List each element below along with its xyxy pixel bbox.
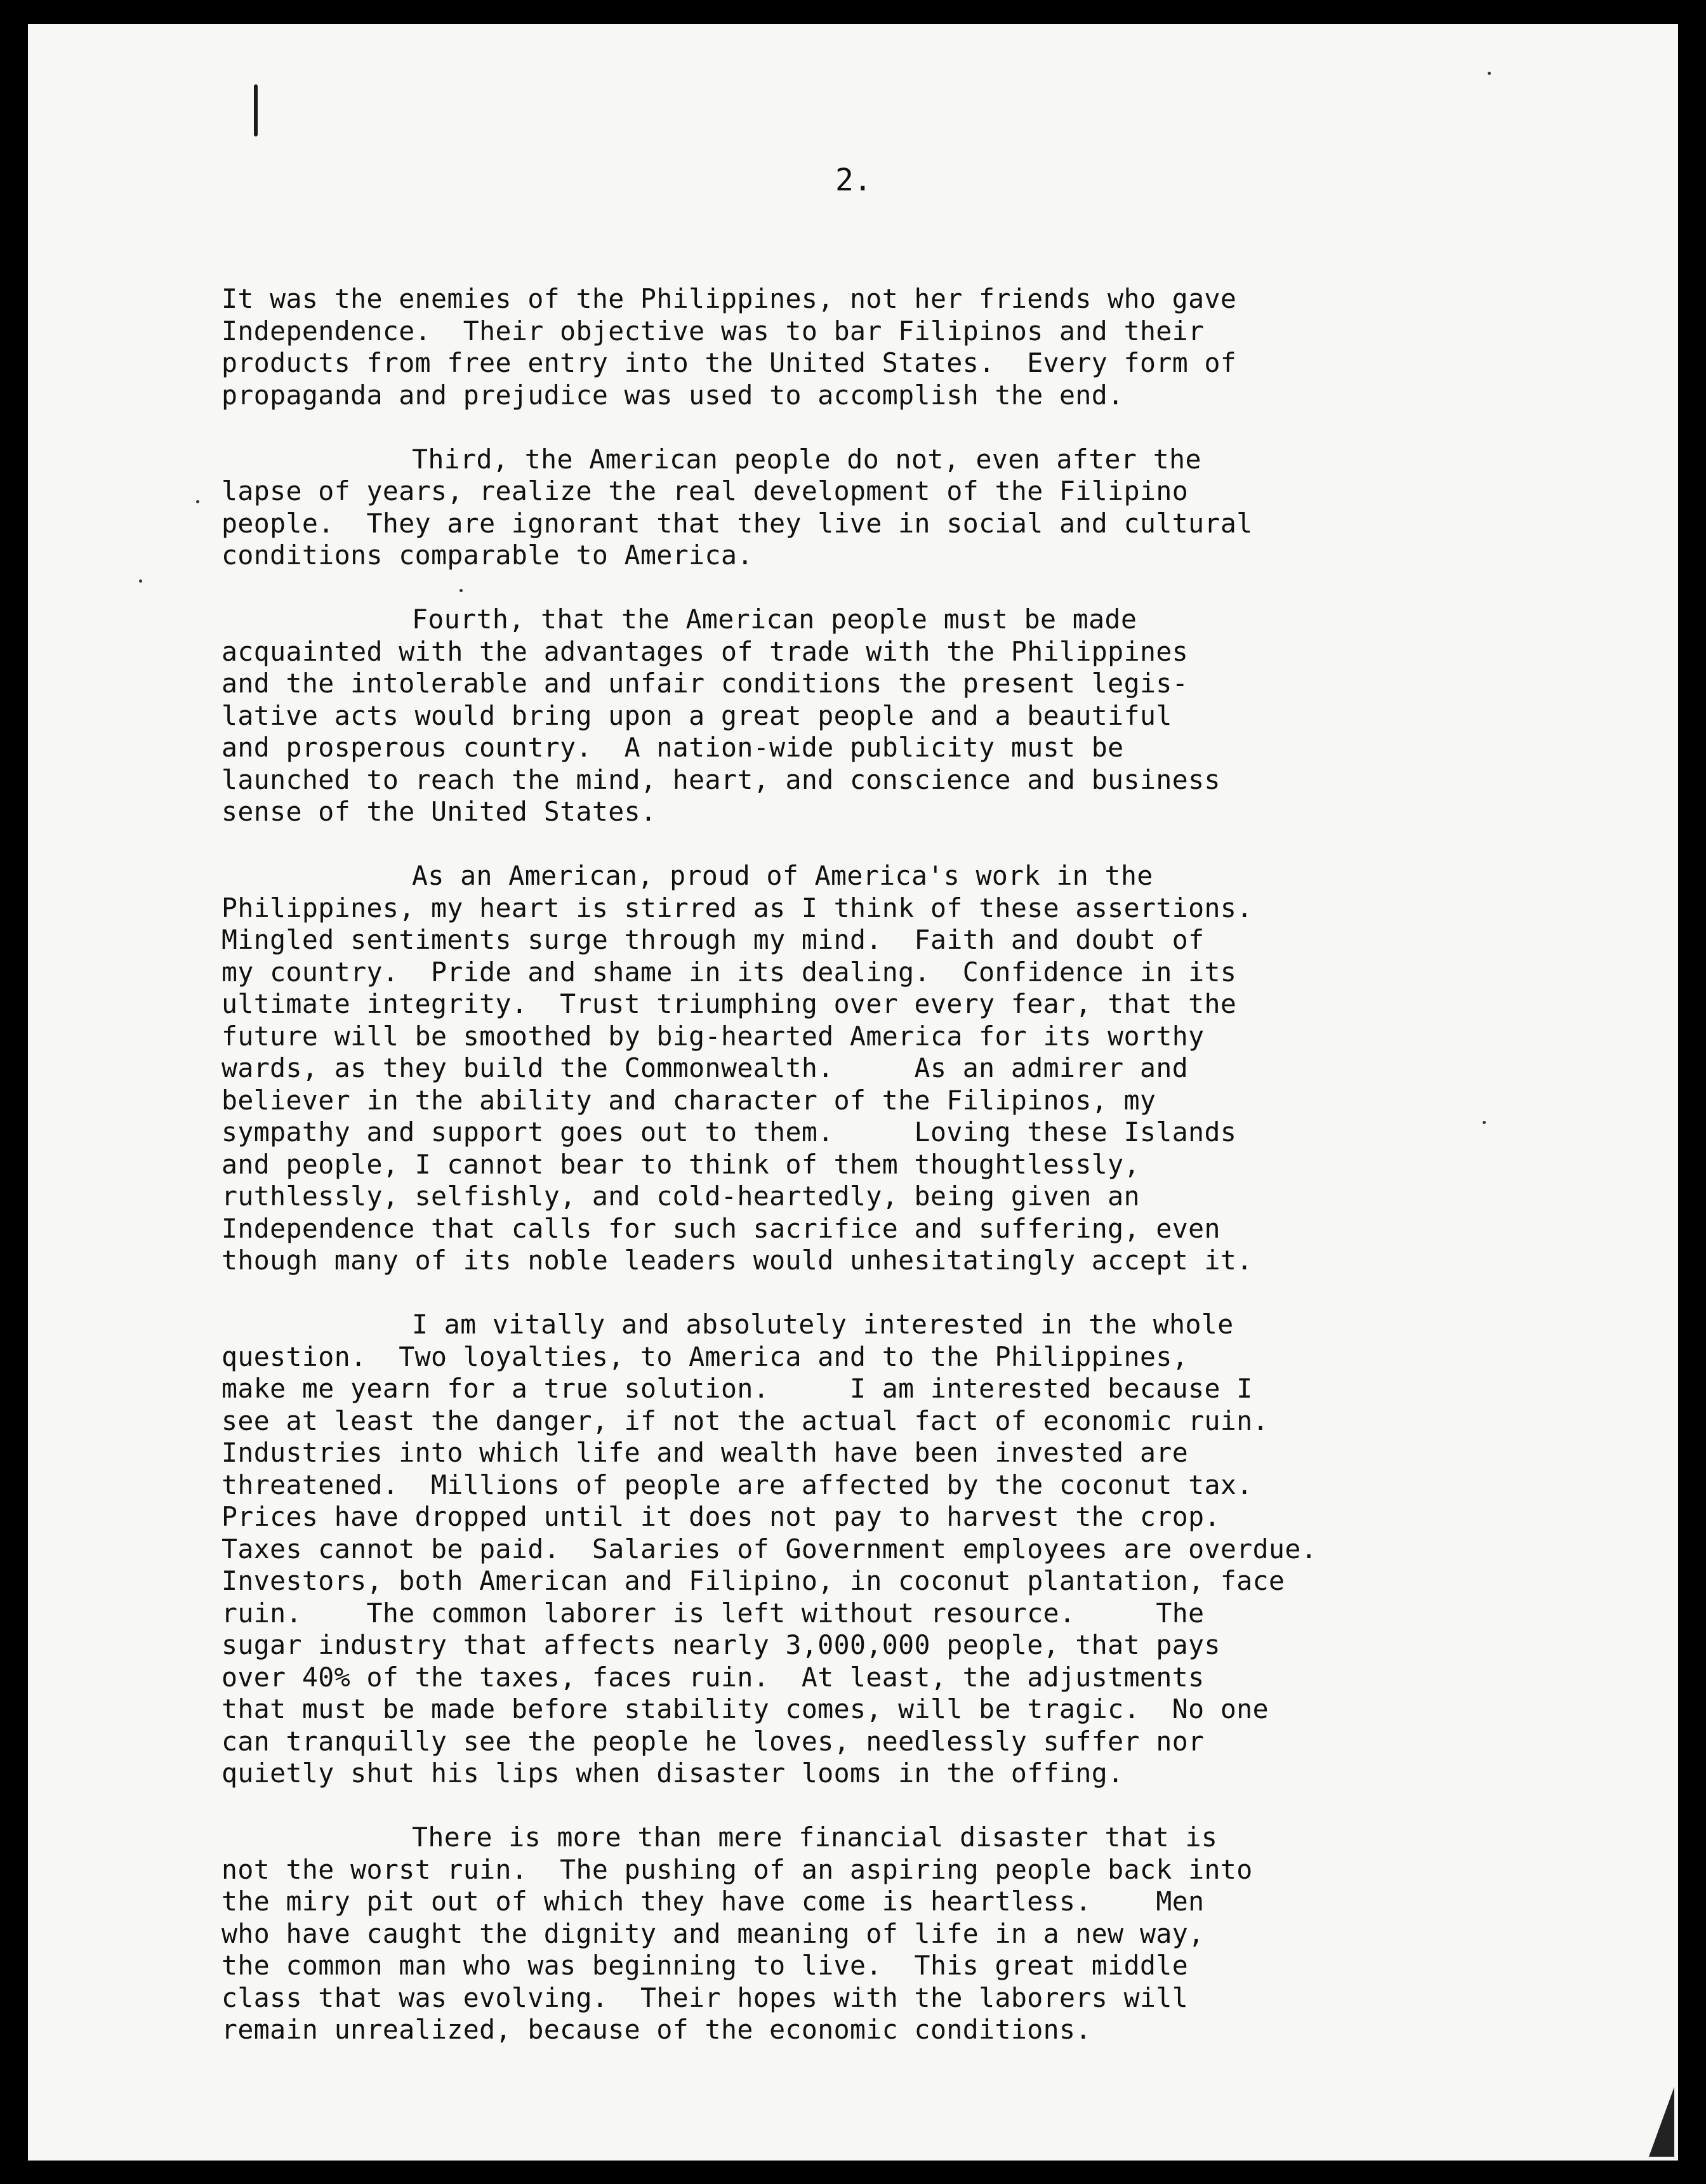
text-line: though many of its noble leaders would unhesitatingly accept it.: [222, 1245, 1253, 1276]
text-line: sugar industry that affects nearly 3,000,000 people, that pays: [222, 1629, 1220, 1660]
text-line: people. They are ignorant that they live in social and cultural: [222, 507, 1253, 539]
paragraph: [222, 860, 1650, 1277]
paragraph: [222, 444, 1650, 572]
text-line: make me yearn for a true solution. I am interested because I: [222, 1373, 1253, 1404]
stray-mark: [196, 500, 199, 503]
page-number: 2.: [835, 162, 872, 198]
text-line: Independence. Their objective was to bar Filipinos and their: [222, 315, 1205, 347]
text-line: future will be smoothed by big-hearted America for its worthy: [222, 1020, 1205, 1052]
text-line: Philippines, my heart is stirred as I think of these assertions.: [222, 892, 1253, 923]
text-line: wards, as they build the Commonwealth. As an admirer and: [222, 1052, 1189, 1083]
text-line: propaganda and prejudice was used to accomplish the end.: [222, 379, 1124, 411]
text-line: Mingled sentiments surge through my mind. Faith and doubt of: [222, 924, 1205, 955]
margin-pencil-mark: [254, 84, 258, 136]
text-line: Taxes cannot be paid. Salaries of Government employees are overdue.: [222, 1533, 1318, 1565]
text-line: quietly shut his lips when disaster looms in the offing.: [222, 1757, 1124, 1789]
text-line: I am vitally and absolutely interested in the whole: [412, 1309, 1234, 1340]
text-line: acquainted with the advantages of trade with the Philippines: [222, 635, 1189, 667]
corner-mark: [1649, 2087, 1674, 2157]
text-line: There is more than mere financial disaster that is: [412, 1822, 1218, 1853]
text-line: Fourth, that the American people must be made: [412, 604, 1137, 635]
stray-mark: [1488, 72, 1491, 75]
text-line: ruthlessly, selfishly, and cold-heartedly, being given an: [222, 1181, 1140, 1212]
text-line: the common man who was beginning to live. This great middle: [222, 1950, 1189, 1981]
paragraph: [222, 604, 1650, 828]
text-line: question. Two loyalties, to America and to the Philippines,: [222, 1340, 1189, 1372]
text-line: and people, I cannot bear to think of them thoughtlessly,: [222, 1148, 1140, 1180]
stray-mark: [139, 579, 142, 583]
paragraph: [222, 1822, 1650, 2046]
text-line: launched to reach the mind, heart, and conscience and business: [222, 764, 1220, 795]
text-line: Independence that calls for such sacrifice and suffering, even: [222, 1212, 1220, 1244]
paragraph: [222, 1309, 1650, 1790]
text-line: class that was evolving. Their hopes with the laborers will: [222, 1982, 1189, 2013]
text-line: Investors, both American and Filipino, in coconut plantation, face: [222, 1565, 1285, 1596]
text-line: not the worst ruin. The pushing of an aspiring people back into: [222, 1853, 1253, 1885]
document-page: [28, 24, 1678, 2161]
text-line: remain unrealized, because of the economic conditions.: [222, 2014, 1092, 2045]
text-line: products from free entry into the United States. Every form of: [222, 347, 1237, 378]
text-line: sense of the United States.: [222, 796, 657, 827]
text-line: It was the enemies of the Philippines, not her friends who gave: [222, 283, 1237, 314]
text-line: see at least the danger, if not the actual fact of economic ruin.: [222, 1405, 1269, 1436]
text-line: sympathy and support goes out to them. Loving these Islands: [222, 1116, 1237, 1148]
text-line: my country. Pride and shame in its dealing. Confidence in its: [222, 956, 1237, 988]
text-line: can tranquilly see the people he loves, needlessly suffer nor: [222, 1725, 1205, 1757]
text-line: and the intolerable and unfair conditions the present legis-: [222, 668, 1189, 699]
body-text: [222, 283, 1650, 2078]
text-line: Third, the American people do not, even after the: [412, 443, 1201, 475]
paragraph: [222, 283, 1650, 411]
text-line: conditions comparable to America.: [222, 539, 753, 571]
text-line: that must be made before stability comes, will be tragic. No one: [222, 1693, 1269, 1724]
text-line: Prices have dropped until it does not pay to harvest the crop.: [222, 1501, 1220, 1532]
text-line: ruin. The common laborer is left without resource. The: [222, 1597, 1205, 1629]
text-line: believer in the ability and character of the Filipinos, my: [222, 1084, 1156, 1116]
text-line: ultimate integrity. Trust triumphing over every fear, that the: [222, 988, 1237, 1019]
text-line: who have caught the dignity and meaning of life in a new way,: [222, 1917, 1205, 1949]
text-line: threatened. Millions of people are affected by the coconut tax.: [222, 1469, 1253, 1500]
text-line: lapse of years, realize the real development of the Filipino: [222, 475, 1189, 506]
text-line: over 40% of the taxes, faces ruin. At least, the adjustments: [222, 1661, 1205, 1693]
text-line: and prosperous country. A nation-wide publicity must be: [222, 732, 1124, 763]
text-line: Industries into which life and wealth have been invested are: [222, 1437, 1189, 1468]
text-line: lative acts would bring upon a great people and a beautiful: [222, 699, 1172, 731]
text-line: As an American, proud of America's work in the: [412, 860, 1153, 891]
text-line: the miry pit out of which they have come is heartless. Men: [222, 1886, 1205, 1917]
